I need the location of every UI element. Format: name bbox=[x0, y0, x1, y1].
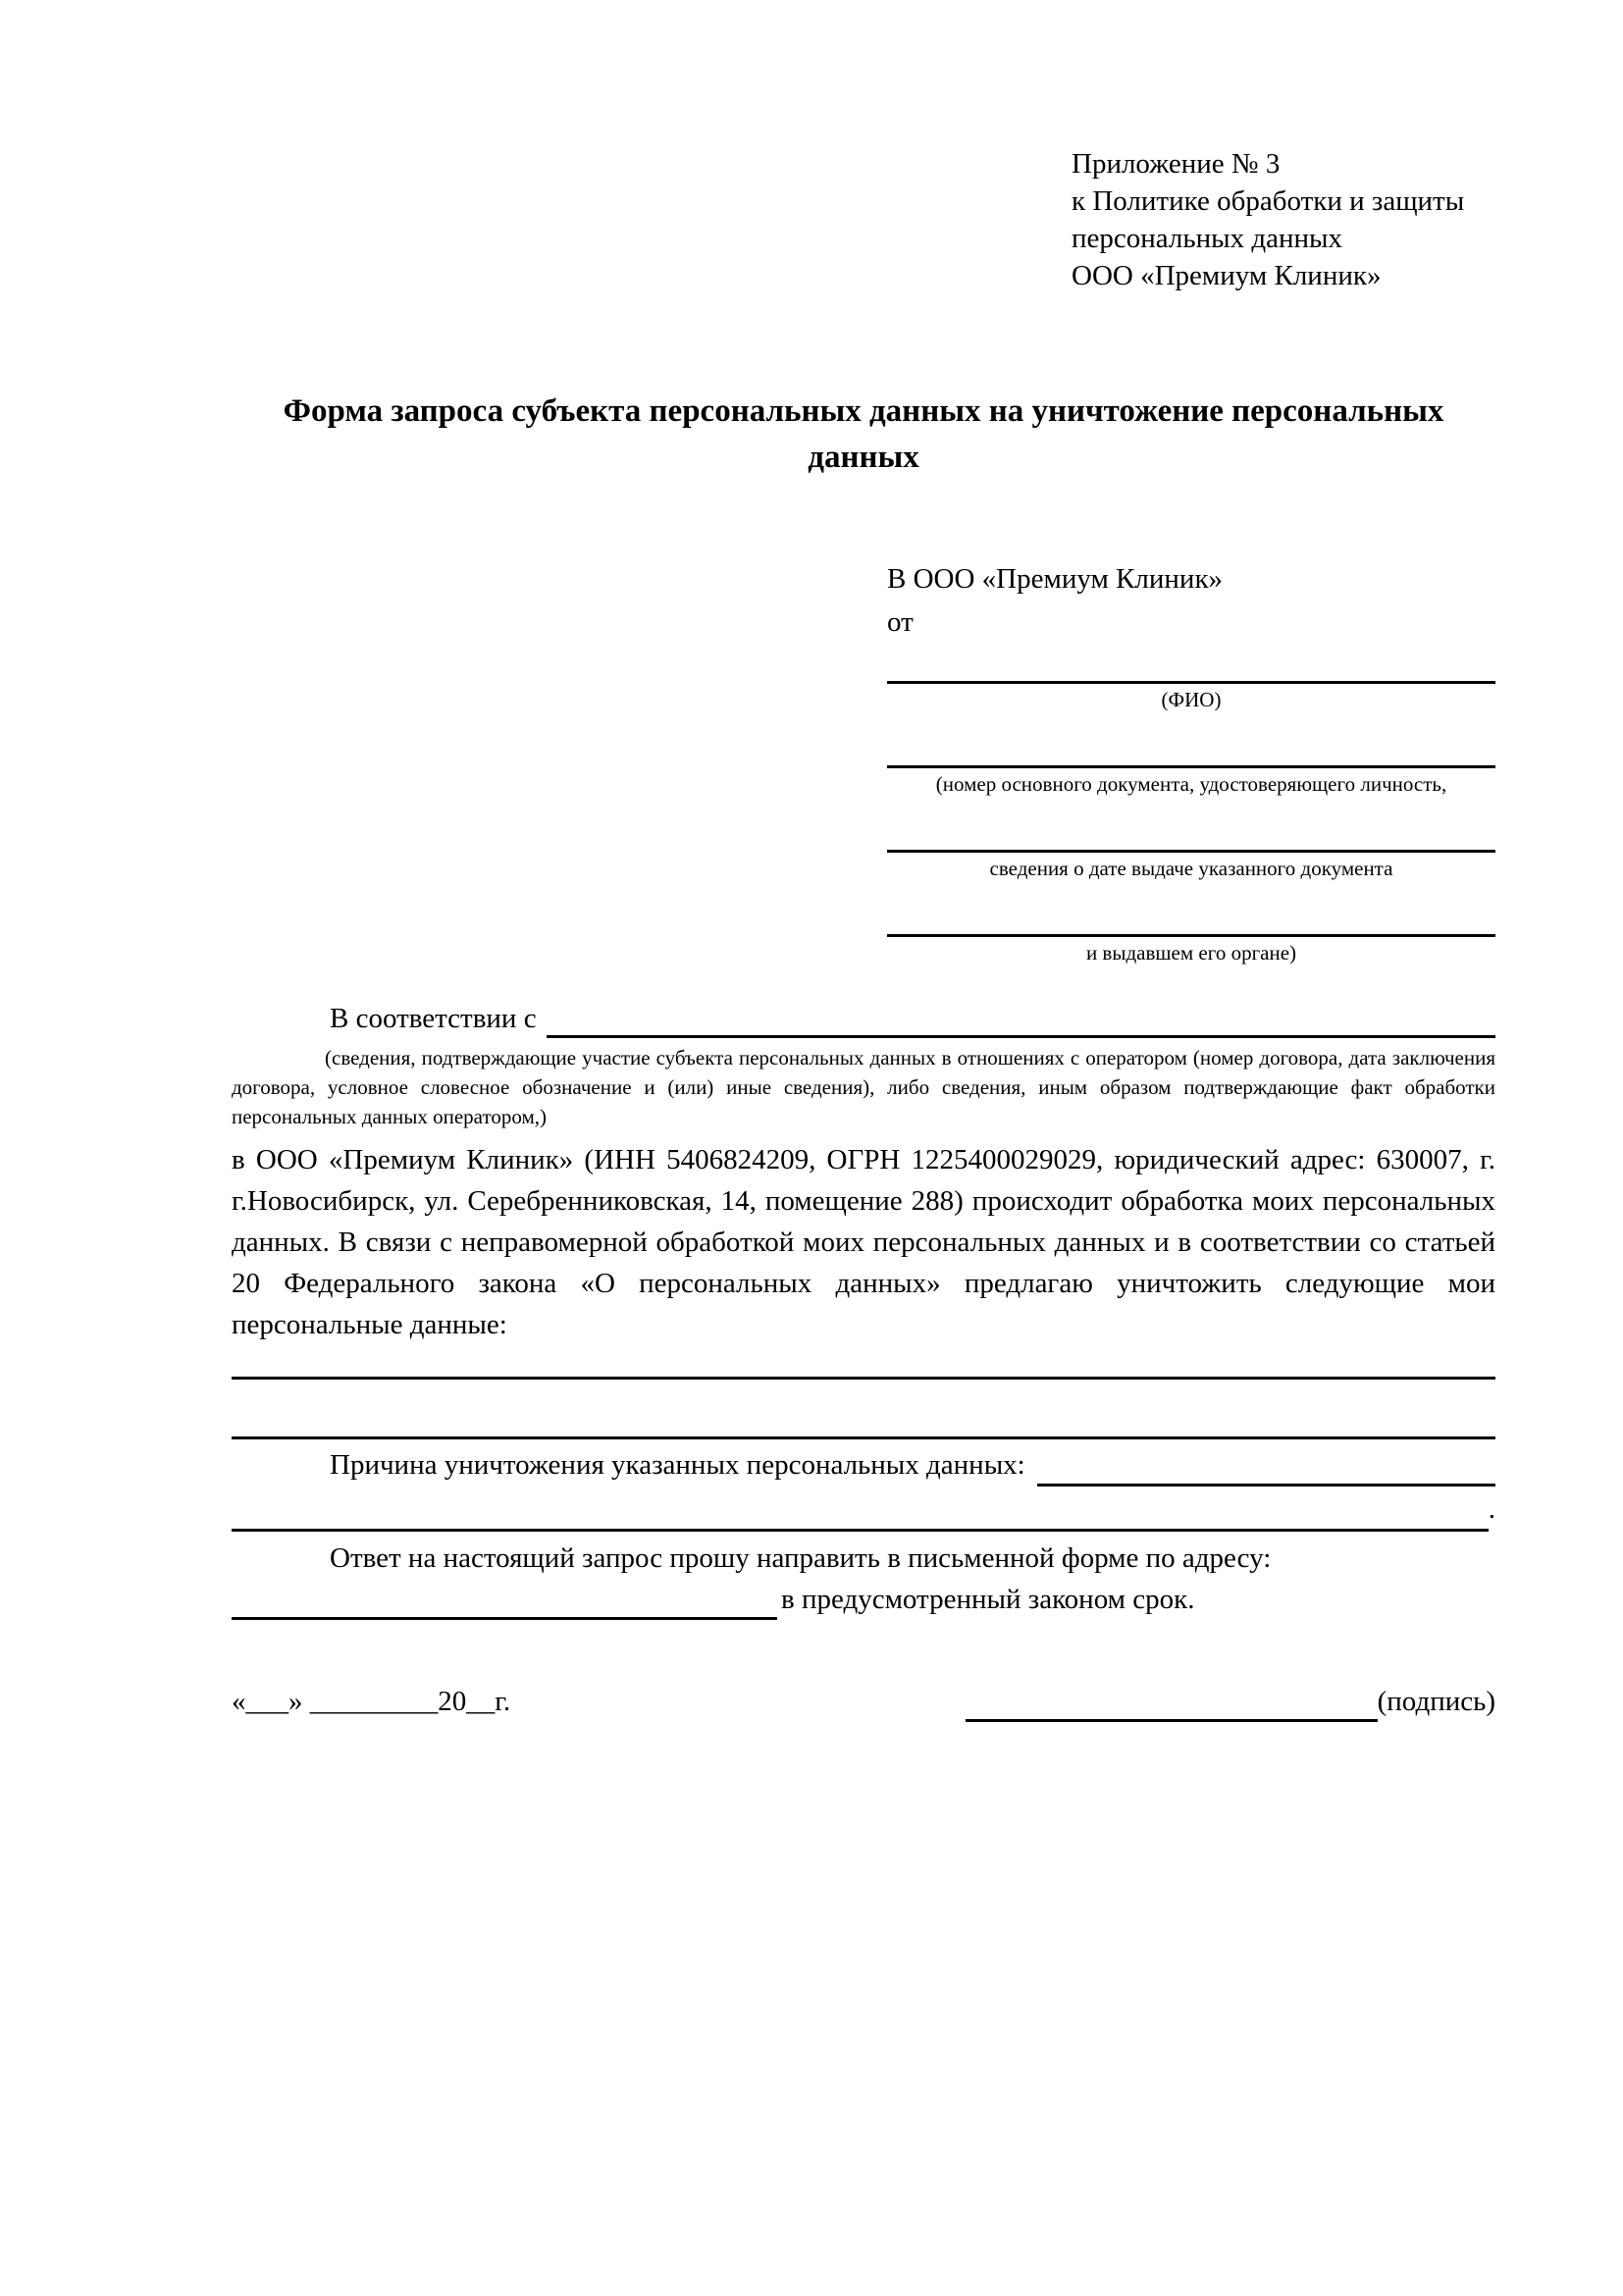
fio-input-line[interactable] bbox=[887, 644, 1495, 684]
trailing-period: . bbox=[1488, 1493, 1495, 1525]
main-paragraph: в ООО «Премиум Клиник» (ИНН 5406824209, ОГРН 1225400029029, юридический адрес: 630007, г. г.Новосибирск, ул. Серебренниковская, 14, помещение 288) происходит обработка моих персональных данных. В связи с неправомерной обработкой моих персональных данных и в соответствии со статьей 20 Федерального закона «О персональных данных» предлагаю уничтожить следующие мои персональные данные: bbox=[232, 1144, 1495, 1340]
reason-input-line-2[interactable] bbox=[232, 1487, 1489, 1532]
appendix-line-1: Приложение № 3 bbox=[1072, 148, 1281, 180]
issue-date-caption: сведения о дате выдаче указанного документа bbox=[989, 857, 1393, 880]
signature-group bbox=[966, 1681, 1495, 1722]
personal-data-input-line-2[interactable] bbox=[232, 1380, 1495, 1439]
signature-caption: (подпись) bbox=[1377, 1686, 1495, 1717]
date-signature-row bbox=[232, 1681, 1495, 1722]
appendix-line-2: к Политике обработки и защиты bbox=[1072, 185, 1465, 217]
document-number-input-line[interactable] bbox=[887, 728, 1495, 768]
document-title: Форма запроса субъекта персональных данных на уничтожение персональных данных bbox=[283, 393, 1444, 475]
issuing-authority-caption: и выдавшем его органе) bbox=[1085, 941, 1297, 965]
document-number-caption: (номер основного документа, удостоверяющего личность, bbox=[935, 772, 1447, 796]
accordance-row bbox=[232, 999, 1495, 1038]
appendix-header bbox=[1072, 145, 1495, 294]
issuing-authority-input-line[interactable] bbox=[887, 897, 1495, 937]
response-tail: в предусмотренный законом срок. bbox=[781, 1584, 1195, 1615]
reason-row bbox=[232, 1443, 1495, 1487]
appendix-line-3: персональных данных bbox=[1072, 223, 1343, 254]
accordance-input-line[interactable] bbox=[547, 1000, 1495, 1038]
response-paragraph: Ответ на настоящий запрос прошу направить в письменной форме по адресу: bbox=[330, 1542, 1272, 1574]
reason-continuation-row bbox=[232, 1487, 1495, 1532]
appendix-line-4: ООО «Премиум Клиник» bbox=[1072, 260, 1382, 291]
signature-input-line[interactable] bbox=[966, 1682, 1378, 1722]
addressee-to: В ООО «Премиум Клиник» bbox=[887, 563, 1224, 595]
accordance-label: В соответствии с bbox=[330, 1003, 537, 1034]
address-input-line[interactable] bbox=[232, 1580, 777, 1620]
personal-data-input-line-1[interactable] bbox=[232, 1345, 1495, 1380]
addressee-from-label: от bbox=[887, 606, 914, 638]
fio-caption: (ФИО) bbox=[1161, 688, 1222, 711]
accordance-note: (сведения, подтверждающие участие субъекта персональных данных в отношениях с оператором (номер договора, дата заключения договора, условное словесное обозначение и (или) иные сведения), либо сведения, иным образом подтверждающие факт обработки персональных данных оператором,) bbox=[232, 1046, 1495, 1128]
reason-label: Причина уничтожения указанных персональных данных: bbox=[330, 1449, 1025, 1481]
date-line[interactable]: «___» _________20__г. bbox=[232, 1686, 511, 1717]
response-address-row bbox=[232, 1579, 1495, 1620]
reason-input-line[interactable] bbox=[1037, 1444, 1495, 1487]
addressee-block bbox=[887, 557, 1495, 965]
issue-date-input-line[interactable] bbox=[887, 812, 1495, 853]
